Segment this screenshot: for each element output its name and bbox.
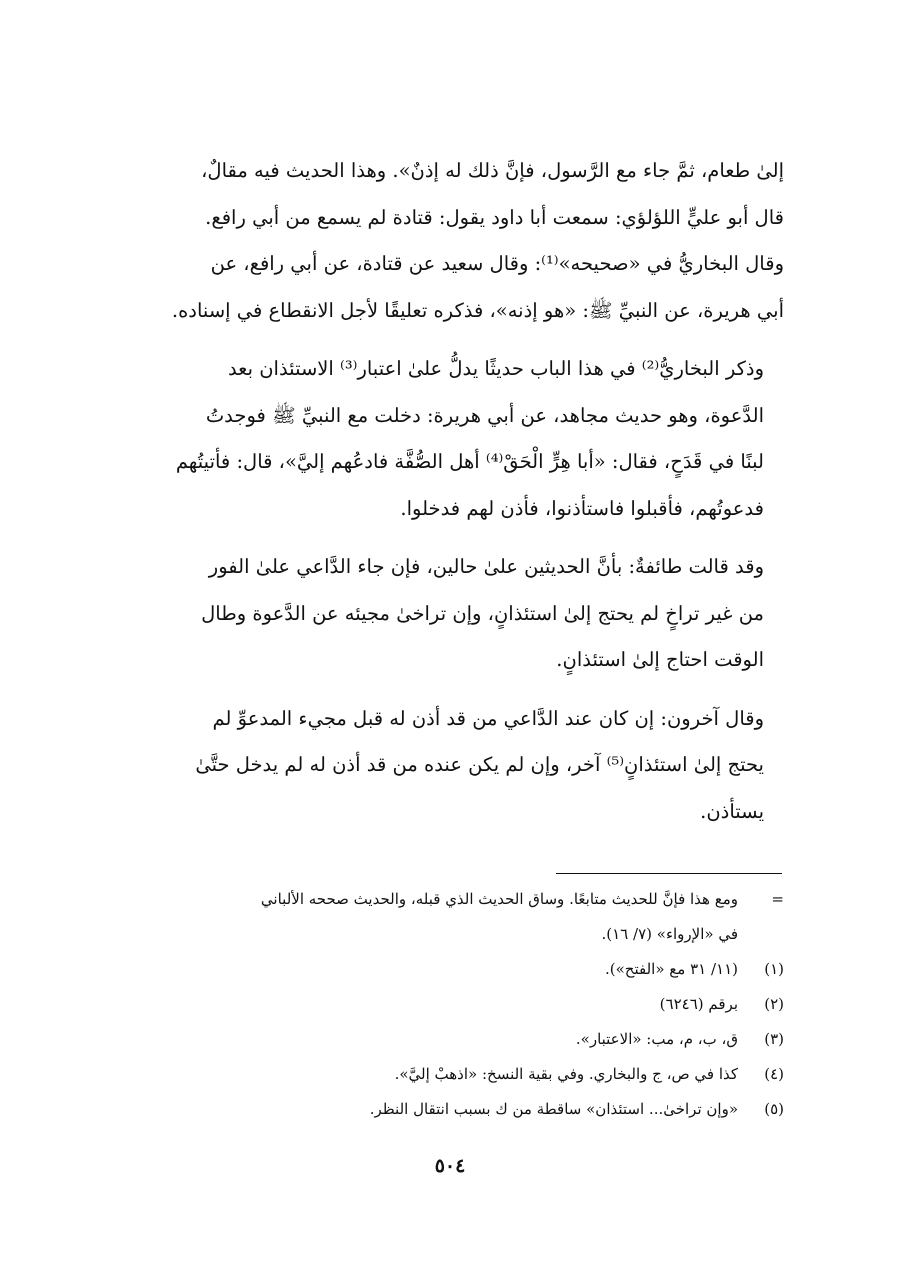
footnote-text: ق، ب، م، مب: «الاعتبار».	[575, 1030, 738, 1048]
footnotes	[94, 882, 784, 1127]
footnote-text: كذا في ص، ج والبخاري. وفي بقية النسخ: «اذهبْ إليَّ».	[394, 1065, 738, 1083]
footnote-text: ومع هذا فإنَّ للحديث متابعًا. وساق الحديث الذي قبله، والحديث صححه الألباني	[260, 890, 738, 908]
text-line: وقد قالت طائفةٌ: بأنَّ الحديثين علىٰ حالين، فإن جاء الدَّاعي علىٰ الفور	[208, 555, 764, 578]
footnote	[94, 1092, 784, 1127]
text-line: لبنًا في قَدَحٍ، فقال: «أبا هِرٍّ الْحَقْ⁽⁴⁾ أهل الصُّفَّة فادعُهم إليَّ»، قال: فأتيتُهم	[175, 450, 764, 473]
paragraph	[116, 696, 784, 836]
footnote-number: (٤)	[764, 1065, 784, 1083]
text-line: يحتج إلىٰ استئذانٍ⁽⁵⁾ آخر، وإن لم يكن عنده من قد أذن له لم يدخل حتَّىٰ	[195, 753, 764, 776]
footnote-text: في «الإرواء» (٧/ ١٦).	[601, 925, 738, 943]
footnote-text: «وإن تراخىٰ... استئذان» ساقطة من ك بسبب انتقال النظر.	[369, 1100, 738, 1118]
paragraph	[116, 544, 784, 684]
text-line: من غير تراخٍ لم يحتج إلىٰ استئذانٍ، وإن تراخىٰ مجيئه عن الدَّعوة وطال	[201, 601, 764, 625]
footnote	[94, 1057, 784, 1092]
text-line: وذكر البخاريُّ⁽²⁾ في هذا الباب حديثًا يدلُّ علىٰ اعتبار⁽³⁾ الاستئذان بعد	[227, 357, 764, 380]
text-line: يستأذن.	[700, 799, 764, 823]
text-line: أبي هريرة، عن النبيِّ ﷺ: «هو إذنه»، فذكره تعليقًا لأجل الانقطاع في إسناده.	[171, 298, 784, 322]
footnote	[94, 1022, 784, 1057]
footnote-number: (٥)	[764, 1100, 784, 1118]
paragraph	[116, 346, 784, 532]
text-line: فدعوتُهم، فأقبلوا فاستأذنوا، فأذن لهم فدخلوا.	[400, 496, 764, 520]
text-line: قال أبو عليٍّ اللؤلؤي: سمعت أبا داود يقول: قتادة لم يسمع من أبي رافع.	[205, 205, 784, 229]
main-text	[116, 148, 784, 847]
footnote-text: برقم (٦٢٤٦)	[659, 995, 738, 1013]
text-line: وقال البخاريُّ في «صحيحه»⁽¹⁾: وقال سعيد عن قتادة، عن أبي رافع، عن	[210, 252, 784, 275]
footnote-number: (١)	[764, 960, 784, 978]
text-line: الوقت احتاج إلىٰ استئذانٍ.	[556, 648, 764, 671]
text-line: إلىٰ طعام، ثمَّ جاء مع الرَّسول، فإنَّ ذلك له إذنٌ». وهذا الحديث فيه مقالٌ،	[201, 159, 784, 182]
footnote-separator	[556, 873, 782, 874]
paragraph	[116, 148, 784, 334]
footnote	[94, 987, 784, 1022]
text-line: الدَّعوة، وهو حديث مجاهد، عن أبي هريرة: دخلت مع النبيِّ ﷺ فوجدتُ	[205, 403, 764, 427]
footnote-number: (٣)	[764, 1030, 784, 1048]
footnote-number: (٢)	[764, 995, 784, 1013]
text-line: وقال آخرون: إن كان عند الدَّاعي من قد أذن له قبل مجيء المدعوِّ لم	[212, 706, 764, 730]
footnote	[94, 952, 784, 987]
footnote-text: (١١/ ٣١ مع «الفتح»).	[604, 960, 738, 978]
page-number: ٥٠٤	[434, 1155, 466, 1177]
footnote-continuation	[94, 882, 784, 952]
footnote-number: =	[771, 890, 784, 908]
